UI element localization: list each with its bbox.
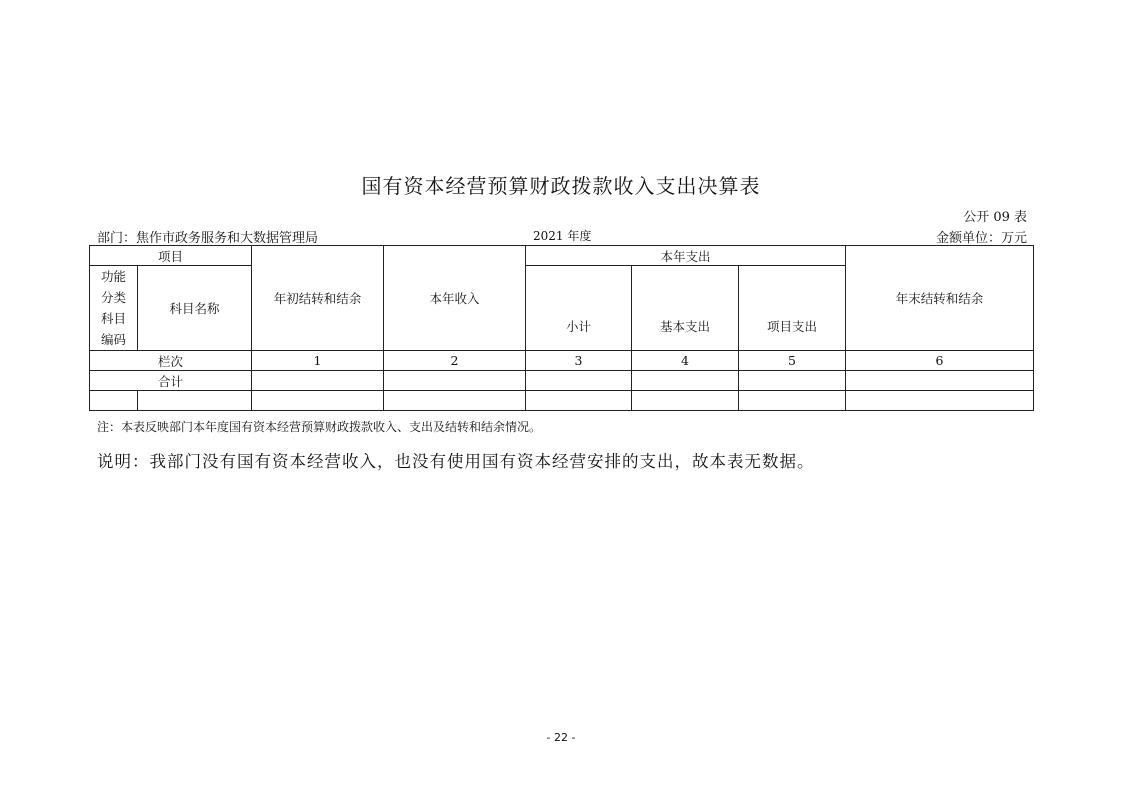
header-income: 本年收入: [384, 246, 526, 351]
department-label: 部门：焦作市政务服务和大数据管理局: [97, 231, 319, 246]
explanation-text: 说明：我部门没有国有资本经营收入，也没有使用国有资本经营安排的支出，故本表无数据。: [97, 452, 815, 471]
header-subtotal: 小计: [526, 266, 632, 351]
row-index-label: 栏次: [90, 351, 252, 371]
header-opening-balance: 年初结转和结余: [252, 246, 384, 351]
table-cell: [526, 391, 632, 411]
table-cell: [384, 391, 526, 411]
header-code: 功能 分类 科目 编码: [90, 266, 138, 351]
page-title: 国有资本经营预算财政拨款收入支出决算表: [361, 174, 761, 198]
header-basic-expense: 基本支出: [632, 266, 739, 351]
col-number: 6: [846, 351, 1034, 371]
fiscal-year: 2021 年度: [533, 229, 592, 243]
col-number: 2: [384, 351, 526, 371]
table-cell: [138, 391, 252, 411]
table-cell: [739, 371, 846, 391]
col-number: 4: [632, 351, 739, 371]
table-cell: [252, 371, 384, 391]
budget-table: [89, 245, 1034, 411]
table-cell: [252, 391, 384, 411]
table-cell: [526, 371, 632, 391]
table-cell: [384, 371, 526, 391]
table-cell: [846, 371, 1034, 391]
table-cell: [632, 391, 739, 411]
row-index: [90, 351, 1034, 371]
amount-unit: 金额单位：万元: [935, 231, 1027, 246]
header-item: 项目: [90, 246, 252, 266]
header-closing-balance: 年末结转和结余: [846, 246, 1034, 351]
table-cell: [739, 391, 846, 411]
col-number: 5: [739, 351, 846, 371]
col-number: 3: [526, 351, 632, 371]
page-number: - 22 -: [546, 731, 576, 744]
row-total: [90, 371, 1034, 391]
table-cell: [846, 391, 1034, 411]
header-expense-group: 本年支出: [526, 246, 846, 266]
header-subject-name: 科目名称: [138, 266, 252, 351]
table-cell: [90, 391, 138, 411]
table-note: 注：本表反映部门本年度国有资本经营预算财政拨款收入、支出及结转和结余情况。: [97, 420, 542, 434]
form-number: 公开 09 表: [963, 210, 1027, 225]
total-label: 合计: [90, 371, 252, 391]
header-project-expense: 项目支出: [739, 266, 846, 351]
col-number: 1: [252, 351, 384, 371]
table-cell: [632, 371, 739, 391]
row-empty: [90, 391, 1034, 411]
